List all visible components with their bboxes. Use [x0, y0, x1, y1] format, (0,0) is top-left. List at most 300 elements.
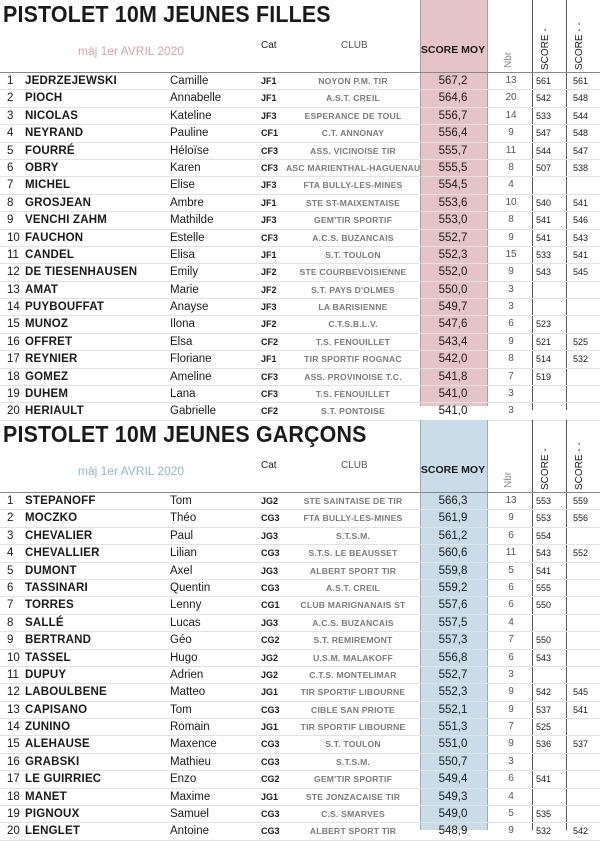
cell-club: TIR SPORTIF LIBOURNE: [300, 722, 406, 733]
cell-club: CLUB MARIGNANAIS ST: [300, 600, 406, 611]
cell-cat: JF1: [261, 197, 277, 208]
cell-rank: 5: [7, 144, 14, 157]
cell-nbr: 9: [508, 266, 514, 278]
cell-club: ALBERT SPORT TIR: [309, 826, 397, 837]
cell-club: FTA BULLY-LES-MINES: [303, 180, 403, 191]
cell-cat: CF3: [261, 371, 279, 382]
cell-club: C.T. ANNONAY: [321, 128, 385, 139]
cell-prenom: Estelle: [170, 231, 205, 244]
cell-rank: 11: [7, 248, 19, 261]
cell-prenom: Héloïse: [170, 144, 209, 157]
cell-score-1: 521: [536, 336, 552, 347]
cell-nbr: 11: [505, 144, 517, 156]
cell-nbr: 6: [508, 529, 514, 541]
cell-score-1: 543: [536, 548, 552, 559]
header-score-2: SCORE - -: [574, 442, 585, 490]
table-row: [0, 789, 600, 806]
cell-rank: 11: [7, 668, 19, 681]
cell-rank: 14: [7, 301, 20, 314]
header-score-1: SCORE -: [540, 28, 551, 70]
cell-prenom: Pauline: [170, 127, 209, 140]
cell-rank: 20: [7, 825, 20, 838]
update-date: màj 1er AVRIL 2020: [78, 44, 185, 58]
cell-rank: 17: [7, 773, 20, 786]
cell-club: T.S. FENOUILLET: [315, 336, 391, 347]
cell-cat: JF1: [261, 76, 277, 86]
cell-score-moy: 550,7: [438, 755, 468, 768]
cell-prenom: Romain: [170, 721, 210, 734]
cell-cat: CF3: [261, 162, 279, 173]
cell-nom: GOMEZ: [25, 370, 69, 383]
cell-club: ASS. VICINOISE TIR: [310, 145, 396, 156]
cell-nom: SALLÉ: [25, 616, 64, 629]
cell-nbr: 3: [508, 668, 514, 680]
cell-score-moy: 542,0: [438, 353, 468, 366]
cell-score-2: 543: [573, 232, 589, 243]
cell-prenom: Annabelle: [170, 92, 222, 105]
cell-prenom: Théo: [170, 512, 197, 525]
cell-prenom: Maxence: [170, 738, 217, 751]
cell-rank: 1: [7, 495, 14, 507]
cell-nbr: 11: [505, 547, 517, 559]
cell-nom: OFFRET: [25, 335, 73, 348]
cell-score-2: 545: [573, 267, 589, 278]
table-row: [0, 247, 600, 264]
cell-club: S.T. PONTOISE: [320, 406, 386, 417]
cell-cat: CG3: [261, 582, 280, 593]
cell-score-2: 541: [573, 197, 589, 208]
cell-nbr: 8: [508, 353, 514, 365]
cell-rank: 10: [7, 231, 20, 244]
cell-cat: JG2: [261, 652, 279, 663]
cell-prenom: Enzo: [170, 773, 197, 786]
cell-score-2: 547: [573, 145, 589, 156]
cell-score-1: 542: [536, 687, 552, 698]
cell-nbr: 9: [508, 703, 514, 715]
table-row: [0, 334, 600, 351]
table-row: [0, 143, 600, 160]
cell-nom: MOCZKO: [25, 512, 78, 525]
cell-nbr: 7: [508, 370, 514, 382]
cell-score-moy: 556,4: [438, 127, 468, 140]
cell-score-1: 542: [536, 93, 552, 104]
cell-prenom: Marie: [170, 283, 199, 296]
table-row: [0, 545, 600, 562]
cell-club: S.T.S.M.: [335, 530, 371, 541]
cell-nbr: 6: [508, 651, 514, 663]
cell-cat: CG1: [261, 600, 280, 611]
header-score-moy: SCORE MOY: [420, 44, 486, 56]
cell-prenom: Lucas: [170, 616, 201, 629]
cell-club: FTA BULLY-LES-MINES: [303, 513, 403, 524]
cell-score-moy: 543,4: [438, 335, 468, 348]
cell-score-2: 548: [573, 128, 589, 139]
cell-club: S.T.S. LE BEAUSSET: [308, 548, 398, 559]
cell-score-1: 543: [536, 652, 552, 663]
cell-nbr: 9: [508, 825, 514, 837]
header-cat: Cat: [261, 460, 277, 471]
cell-score-moy: 555,7: [438, 144, 468, 157]
cell-prenom: Lilian: [170, 547, 197, 560]
cell-nbr: 9: [508, 686, 514, 698]
cell-cat: JF2: [261, 267, 277, 278]
ranking-table: [0, 72, 600, 421]
cell-cat: CG3: [261, 739, 280, 750]
cell-nom: HERIAULT: [25, 405, 84, 418]
table-row: [0, 684, 600, 701]
cell-club: STE COURBEVOISIENNE: [299, 267, 407, 278]
cell-nom: LABOULBENE: [25, 686, 107, 699]
cell-rank: 15: [7, 318, 20, 331]
cell-score-1: 555: [536, 582, 552, 593]
cell-rank: 16: [7, 335, 20, 348]
header-nbr: Nbr: [503, 471, 514, 488]
cell-score-moy: 552,1: [438, 703, 468, 716]
cell-score-1: 537: [536, 704, 552, 715]
table-row: [0, 615, 600, 632]
cell-nbr: 8: [508, 161, 514, 173]
cell-nbr: 4: [508, 616, 514, 628]
cell-nom: DUHEM: [25, 388, 69, 401]
cell-score-1: 541: [536, 565, 552, 576]
cell-nom: MICHEL: [25, 179, 71, 192]
cell-prenom: Tom: [170, 495, 192, 507]
table-row: [0, 736, 600, 753]
cell-score-moy: 549,7: [438, 301, 468, 314]
cell-score-moy: 561,9: [438, 512, 468, 525]
cell-score-moy: 550,0: [438, 283, 468, 296]
cell-rank: 18: [7, 790, 20, 803]
cell-rank: 17: [7, 353, 20, 366]
cell-nbr: 8: [508, 214, 514, 226]
cell-prenom: Elisa: [170, 248, 195, 261]
cell-cat: JF3: [261, 180, 277, 191]
cell-nbr: 15: [505, 248, 517, 260]
cell-score-2: 559: [573, 496, 589, 506]
cell-score-2: 532: [573, 354, 589, 365]
cell-cat: CG3: [261, 826, 280, 837]
cell-rank: 8: [7, 196, 14, 209]
table-row: [0, 195, 600, 212]
table-row: [0, 108, 600, 125]
header-score-moy: SCORE MOY: [420, 464, 486, 476]
cell-score-1: 541: [536, 215, 552, 226]
cell-rank: 5: [7, 564, 14, 577]
cell-score-moy: 555,5: [438, 161, 468, 174]
cell-nom: CHEVALIER: [25, 529, 93, 542]
cell-score-moy: 559,8: [438, 564, 468, 577]
cell-rank: 12: [7, 266, 20, 279]
cell-nom: TASSINARI: [25, 581, 88, 594]
cell-nbr: 7: [508, 634, 514, 646]
cell-rank: 9: [7, 634, 14, 647]
table-row: [0, 73, 600, 90]
cell-score-moy: 552,7: [438, 668, 468, 681]
cell-rank: 14: [7, 721, 20, 734]
cell-nbr: 3: [508, 755, 514, 767]
cell-nom: CHEVALLIER: [25, 547, 100, 560]
cell-cat: JG3: [261, 565, 279, 576]
cell-score-moy: 557,5: [438, 616, 468, 629]
cell-prenom: Quentin: [170, 581, 211, 594]
cell-cat: JG3: [261, 617, 279, 628]
cell-prenom: Géo: [170, 634, 192, 647]
cell-nbr: 4: [508, 179, 514, 191]
cell-score-2: 541: [573, 249, 589, 260]
cell-cat: CG3: [261, 704, 280, 715]
cell-club: C.S. SMARVES: [321, 809, 385, 820]
cell-score-moy: 567,2: [438, 75, 468, 87]
cell-nom: LE GUIRRIEC: [25, 773, 102, 786]
cell-prenom: Lenny: [170, 599, 202, 612]
cell-nom: NICOLAS: [25, 109, 79, 122]
cell-nbr: 3: [508, 388, 514, 400]
cell-prenom: Karen: [170, 161, 201, 174]
cell-cat: JF1: [261, 249, 277, 260]
cell-score-moy: 559,2: [438, 581, 468, 594]
header-cat: Cat: [261, 40, 277, 51]
cell-score-moy: 551,3: [438, 721, 468, 734]
cell-prenom: Lana: [170, 388, 196, 401]
cell-score-1: 525: [536, 722, 552, 733]
cell-club: C.T.S. MONTELIMAR: [309, 669, 397, 680]
cell-rank: 4: [7, 127, 14, 140]
header-club: CLUB: [341, 40, 368, 51]
cell-score-moy: 564,6: [438, 92, 468, 105]
cell-cat: CF3: [261, 232, 279, 243]
cell-club: A.S.T. CREIL: [326, 582, 380, 593]
cell-rank: 2: [7, 92, 14, 105]
cell-nom: GROSJEAN: [25, 196, 92, 209]
cell-club: A.C.S. BUZANCAIS: [312, 232, 394, 243]
cell-nom: MANET: [25, 790, 67, 803]
cell-prenom: Antoine: [170, 825, 210, 838]
cell-rank: 16: [7, 755, 20, 768]
cell-club: STE JONZACAISE TIR: [305, 791, 401, 802]
cell-score-1: 535: [536, 809, 552, 820]
table-row: [0, 597, 600, 614]
cell-cat: JG2: [261, 669, 279, 680]
cell-cat: CG3: [261, 548, 280, 559]
cell-cat: JF2: [261, 319, 277, 330]
cell-rank: 6: [7, 161, 14, 174]
table-row: [0, 160, 600, 177]
cell-club: CIBLE SAN PRIOTE: [311, 704, 395, 715]
update-date: màj 1er AVRIL 2020: [78, 464, 185, 478]
cell-rank: 19: [7, 388, 20, 401]
cell-club: S.T.S.M.: [335, 756, 371, 767]
cell-score-1: 533: [536, 249, 552, 260]
cell-rank: 1: [7, 75, 14, 87]
cell-cat: CF3: [261, 389, 279, 400]
cell-score-1: 541: [536, 774, 552, 785]
cell-score-1: 561: [536, 76, 552, 86]
cell-cat: CF2: [261, 406, 279, 417]
cell-club: GEM'TIR SPORTIF: [313, 215, 393, 226]
cell-score-1: 514: [536, 354, 552, 365]
cell-rank: 13: [7, 283, 20, 296]
cell-cat: CG3: [261, 513, 280, 524]
cell-nom: DE TIESENHAUSEN: [25, 266, 138, 279]
cell-prenom: Ilona: [170, 318, 195, 331]
cell-club: TIR SPORTIF ROGNAC: [304, 354, 402, 365]
cell-score-moy: 560,6: [438, 547, 468, 560]
cell-score-moy: 552,3: [438, 686, 468, 699]
cell-nbr: 9: [508, 127, 514, 139]
table-row: [0, 632, 600, 649]
cell-nbr: 9: [508, 335, 514, 347]
cell-score-1: 553: [536, 496, 552, 506]
cell-nom: CANDEL: [25, 248, 75, 261]
cell-club: S.T. TOULON: [325, 739, 381, 750]
cell-nbr: 13: [505, 75, 517, 86]
cell-prenom: Maxime: [170, 790, 211, 803]
cell-score-moy: 549,0: [438, 808, 468, 821]
cell-prenom: Paul: [170, 529, 194, 542]
cell-nbr: 13: [505, 495, 517, 506]
cell-score-moy: 551,0: [438, 738, 468, 751]
cell-nom: REYNIER: [25, 353, 78, 366]
cell-score-moy: 561,2: [438, 529, 468, 542]
cell-cat: JG1: [261, 722, 279, 733]
cell-nom: JEDRZEJEWSKI: [25, 75, 117, 87]
cell-cat: CG2: [261, 774, 280, 785]
cell-club: ASS. PROVINOISE T.C.: [304, 371, 402, 382]
cell-score-moy: 556,8: [438, 651, 468, 664]
cell-nbr: 3: [508, 405, 514, 417]
table-row: [0, 702, 600, 719]
cell-score-2: 556: [573, 513, 589, 524]
cell-nom: AMAT: [25, 283, 59, 296]
cell-score-2: 542: [573, 826, 589, 837]
cell-rank: 15: [7, 738, 20, 751]
header-score-2: SCORE - -: [574, 22, 585, 70]
cell-score-2: 561: [573, 76, 589, 86]
cell-cat: JF1: [261, 93, 277, 104]
table-row: [0, 563, 600, 580]
cell-prenom: Mathilde: [170, 214, 214, 227]
cell-nbr: 9: [508, 231, 514, 243]
cell-score-moy: 547,6: [438, 318, 468, 331]
table-row: [0, 510, 600, 527]
cell-score-moy: 557,3: [438, 634, 468, 647]
section-title: PISTOLET 10M JEUNES FILLES: [3, 1, 331, 27]
cell-rank: 19: [7, 808, 20, 821]
cell-score-moy: 554,5: [438, 179, 468, 192]
cell-club: STE ST-MAIXENTAISE: [305, 197, 401, 208]
cell-nbr: 3: [508, 301, 514, 313]
cell-nbr: 6: [508, 581, 514, 593]
cell-club: A.C.S. BUZANCAIS: [312, 617, 394, 628]
cell-nbr: 9: [508, 512, 514, 524]
cell-cat: JG1: [261, 791, 279, 802]
table-row: [0, 351, 600, 368]
cell-nom: PIGNOUX: [25, 808, 80, 821]
cell-score-1: 543: [536, 267, 552, 278]
cell-score-1: 507: [536, 162, 552, 173]
cell-score-1: 553: [536, 513, 552, 524]
cell-score-2: 546: [573, 215, 589, 226]
cell-score-1: 550: [536, 600, 552, 611]
cell-nom: TASSEL: [25, 651, 71, 664]
cell-rank: 18: [7, 370, 20, 383]
cell-prenom: Adrien: [170, 668, 204, 681]
cell-score-1: 544: [536, 145, 552, 156]
cell-cat: JF3: [261, 302, 277, 313]
cell-score-moy: 553,6: [438, 196, 468, 209]
cell-cat: JG3: [261, 530, 279, 541]
cell-nbr: 20: [505, 92, 517, 104]
cell-score-1: 550: [536, 635, 552, 646]
cell-nom: PUYBOUFFAT: [25, 301, 105, 314]
cell-prenom: Mathieu: [170, 755, 211, 768]
cell-nbr: 10: [505, 196, 517, 208]
cell-cat: CF3: [261, 145, 279, 156]
table-row: [0, 282, 600, 299]
cell-prenom: Elsa: [170, 335, 193, 348]
table-row: [0, 316, 600, 333]
cell-club: S.T. REMIREMONT: [313, 635, 393, 646]
cell-nom: DUPUY: [25, 668, 67, 681]
cell-nom: CAPISANO: [25, 703, 88, 716]
cell-rank: 3: [7, 109, 14, 122]
cell-prenom: Samuel: [170, 808, 209, 821]
cell-club: A.S.T. CREIL: [326, 93, 380, 104]
cell-score-2: 537: [573, 739, 589, 750]
cell-cat: JF2: [261, 284, 277, 295]
cell-prenom: Camille: [170, 75, 209, 87]
cell-score-2: 544: [573, 110, 589, 121]
table-row: [0, 771, 600, 788]
table-row: [0, 299, 600, 316]
table-row: [0, 369, 600, 386]
cell-score-1: 547: [536, 128, 552, 139]
cell-score-1: 532: [536, 826, 552, 837]
cell-score-1: 554: [536, 530, 552, 541]
cell-prenom: Hugo: [170, 651, 198, 664]
table-row: [0, 177, 600, 194]
header-score-1: SCORE -: [540, 448, 551, 490]
table-row: [0, 125, 600, 142]
table-row: [0, 264, 600, 281]
cell-prenom: Anayse: [170, 301, 209, 314]
cell-rank: 9: [7, 214, 14, 227]
table-row: [0, 90, 600, 107]
cell-score-moy: 549,4: [438, 773, 468, 786]
cell-rank: 13: [7, 703, 20, 716]
cell-nbr: 6: [508, 599, 514, 611]
cell-cat: JF1: [261, 354, 277, 365]
cell-nom: ZUNINO: [25, 721, 71, 734]
cell-score-2: 545: [573, 687, 589, 698]
cell-cat: JG2: [261, 496, 279, 506]
cell-score-moy: 556,7: [438, 109, 468, 122]
cell-score-moy: 541,8: [438, 370, 468, 383]
cell-nom: LENGLET: [25, 825, 81, 838]
cell-nom: MUNOZ: [25, 318, 69, 331]
cell-prenom: Ambre: [170, 196, 204, 209]
cell-score-moy: 549,3: [438, 790, 468, 803]
cell-nbr: 5: [508, 808, 514, 820]
cell-score-moy: 552,7: [438, 231, 468, 244]
header-nbr: Nbr: [503, 51, 514, 68]
cell-cat: JG1: [261, 687, 279, 698]
cell-score-1: 536: [536, 739, 552, 750]
cell-nom: ALEHAUSE: [25, 738, 90, 751]
cell-cat: CG3: [261, 756, 280, 767]
cell-score-moy: 541,0: [438, 405, 468, 418]
cell-score-moy: 557,6: [438, 599, 468, 612]
